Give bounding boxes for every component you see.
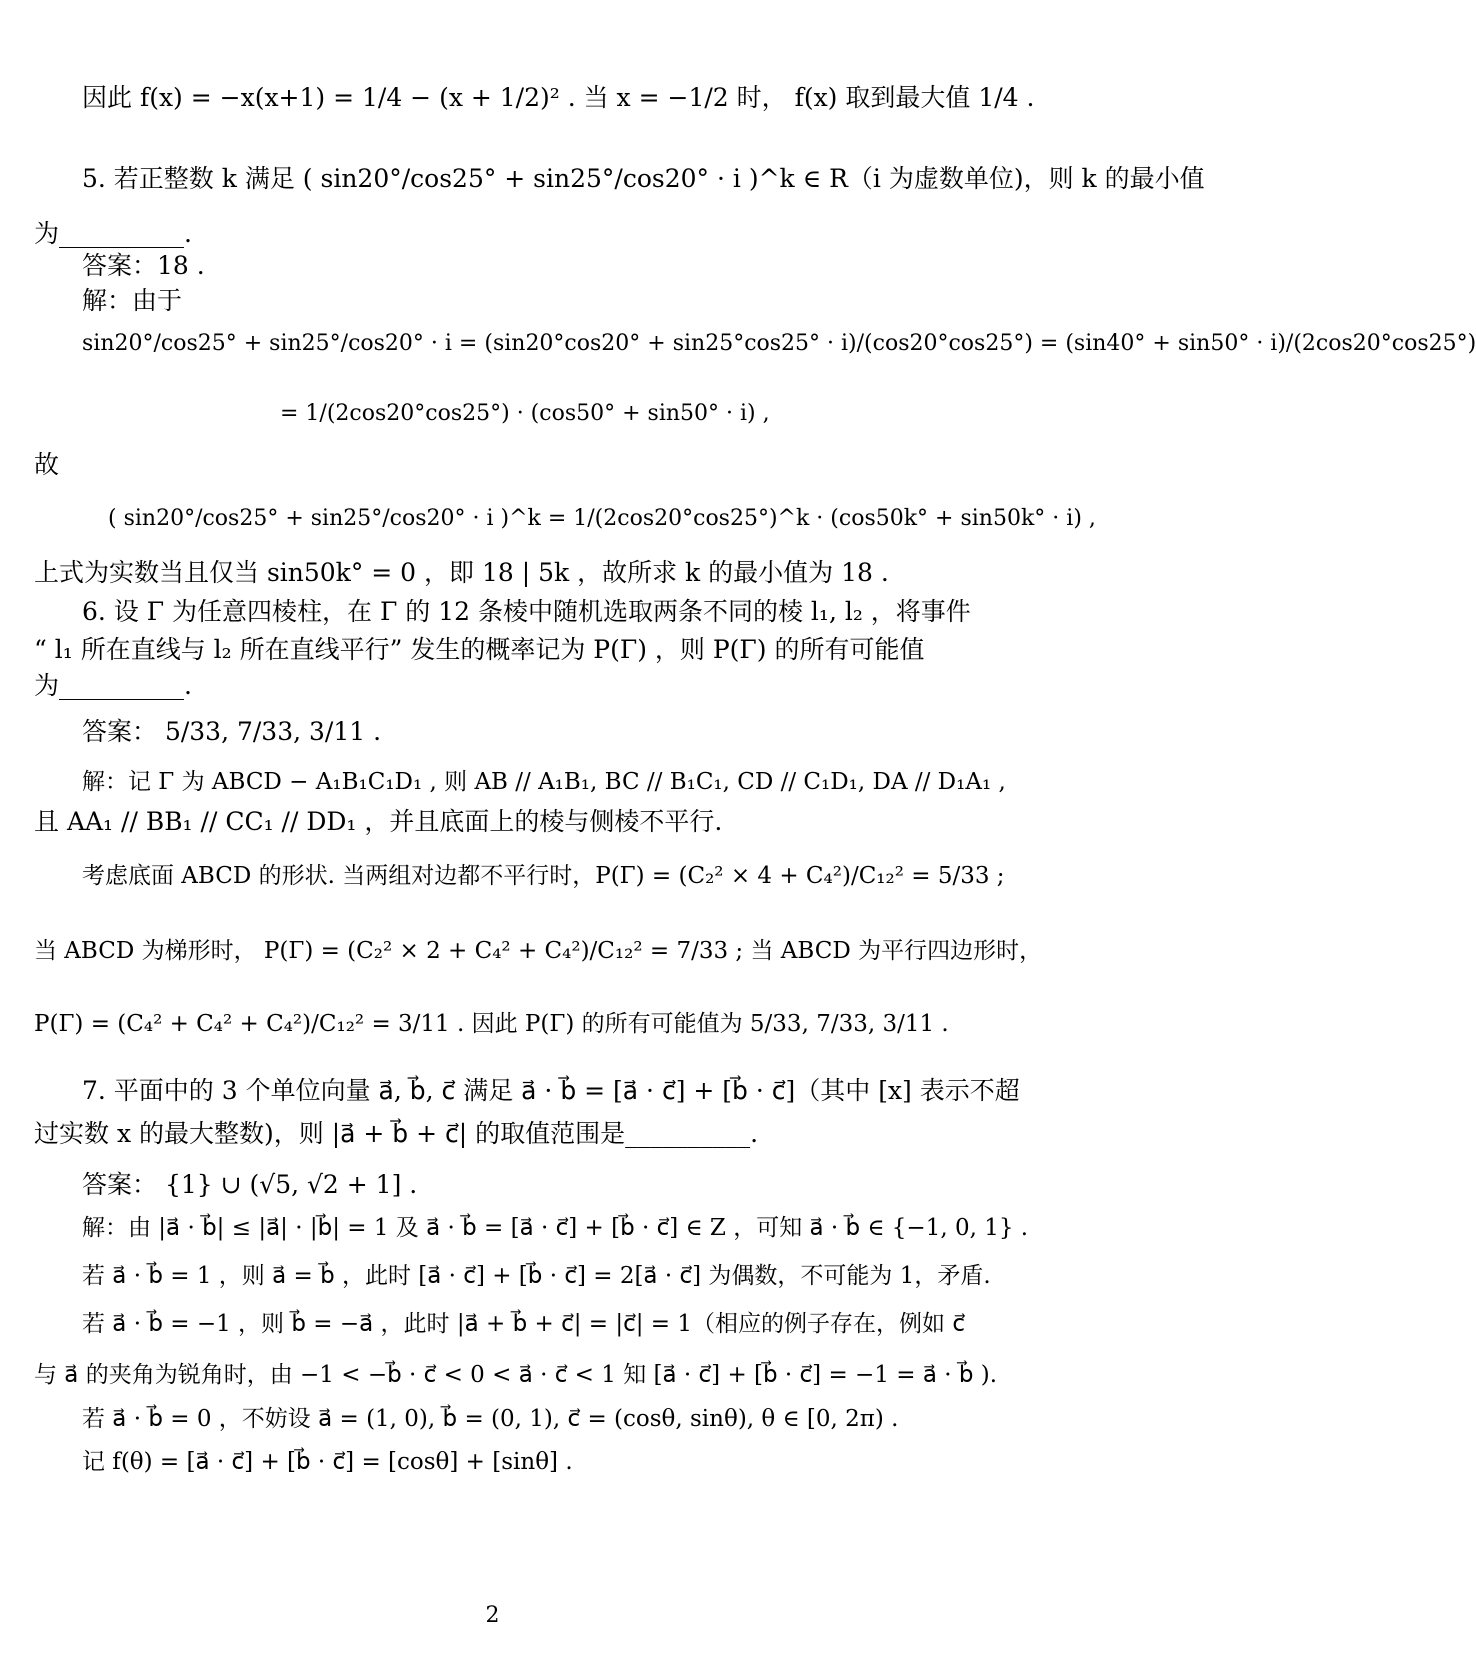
problem-6-answer: 答案： 5/33, 7/33, 3/11 . [82, 717, 382, 746]
problem-5-statement: 5. 若正整数 k 满足 ( sin20°/cos25° + sin25°/cos20° · i )^k ∈ R（i 为虚数单位)，则 k 的最小值 [82, 164, 1205, 193]
problem-7-answer: 答案： {1} ∪ (√5, √2 + 1] . [82, 1170, 418, 1199]
problem-5-blank: 为__________. [34, 219, 192, 248]
problem-7-solution-5: 若 a⃗ · b⃗ = 0 ，不妨设 a⃗ = (1, 0), b⃗ = (0, 1), c⃗ = (cosθ, sinθ), θ ∈ [0, 2π) . [82, 1406, 899, 1432]
problem-5-solution-start: 解：由于 [82, 286, 183, 315]
problem-6-solution-2: 且 AA₁ // BB₁ // CC₁ // DD₁ ，并且底面上的棱与侧棱不平行. [34, 807, 723, 836]
problem-5-therefore: 故 [34, 450, 60, 479]
problem-5-eq-1: sin20°/cos25° + sin25°/cos20° · i = (sin20°cos20° + sin25°cos25° · i)/(cos20°cos25°) = (sin40° + sin50° · i)/(2cos20°cos25°) [82, 331, 1476, 356]
problem-7-solution-3: 若 a⃗ · b⃗ = −1 ，则 b⃗ = −a⃗ ，此时 |a⃗ + b⃗ + c⃗| = |c⃗| = 1（相应的例子存在，例如 c⃗ [82, 1311, 965, 1337]
problem-5-eq-3: ( sin20°/cos25° + sin25°/cos20° · i )^k = 1/(2cos20°cos25°)^k · (cos50k° + sin50k° · i) , [108, 506, 1096, 531]
problem-7-solution-2: 若 a⃗ · b⃗ = 1 ，则 a⃗ = b⃗ ，此时 [a⃗ · c⃗] + [b⃗ · c⃗] = 2[a⃗ · c⃗] 为偶数，不可能为 1，矛盾. [82, 1263, 991, 1289]
problem-5-eq-2: = 1/(2cos20°cos25°) · (cos50° + sin50° · i) , [280, 401, 770, 426]
problem-6-solution-3: 考虑底面 ABCD 的形状. 当两组对边都不平行时，P(Γ) = (C₂² × 4 + C₄²)/C₁₂² = 5/33 ; [82, 863, 1005, 889]
problem-7-solution-1: 解：由 |a⃗ · b⃗| ≤ |a⃗| · |b⃗| = 1 及 a⃗ · b⃗ = [a⃗ · c⃗] + [b⃗ · c⃗] ∈ Z ，可知 a⃗ · b⃗ ∈ {−1, 0, 1} . [82, 1215, 1029, 1241]
problem-6-blank: 为__________. [34, 671, 192, 700]
problem-7-solution-6: 记 f(θ) = [a⃗ · c⃗] + [b⃗ · c⃗] = [cosθ] + [sinθ] . [82, 1449, 573, 1475]
problem-6-solution-4: 当 ABCD 为梯形时， P(Γ) = (C₂² × 2 + C₄² + C₄²)/C₁₂² = 7/33 ; 当 ABCD 为平行四边形时， [34, 938, 1043, 964]
problem-6-solution-1: 解：记 Γ 为 ABCD − A₁B₁C₁D₁ , 则 AB // A₁B₁, BC // B₁C₁, CD // C₁D₁, DA // D₁A₁ , [82, 769, 1006, 795]
problem-7-solution-4: 与 a⃗ 的夹角为锐角时，由 −1 < −b⃗ · c⃗ < 0 < a⃗ · c⃗ < 1 知 [a⃗ · c⃗] + [b⃗ · c⃗] = −1 = a⃗ · b⃗ ). [34, 1362, 998, 1388]
problem-6-statement-1: 6. 设 Γ 为任意四棱柱，在 Γ 的 12 条棱中随机选取两条不同的棱 l₁, l₂ ，将事件 [82, 597, 971, 626]
problem-6-solution-5: P(Γ) = (C₄² + C₄² + C₄²)/C₁₂² = 3/11 . 因此 P(Γ) 的所有可能值为 5/33, 7/33, 3/11 . [34, 1011, 949, 1037]
problem-5-conclusion: 上式为实数当且仅当 sin50k° = 0 ，即 18 | 5k ，故所求 k 的最小值为 18 . [34, 558, 889, 587]
problem-7-statement-2: 过实数 x 的最大整数)，则 |a⃗ + b⃗ + c⃗| 的取值范围是__________. [34, 1119, 759, 1148]
problem-5-answer: 答案：18 . [82, 251, 205, 280]
page-number: 2 [485, 1603, 500, 1628]
problem-7-statement-1: 7. 平面中的 3 个单位向量 a⃗, b⃗, c⃗ 满足 a⃗ · b⃗ = [a⃗ · c⃗] + [b⃗ · c⃗]（其中 [x] 表示不超 [82, 1076, 1020, 1105]
text-line-1: 因此 f(x) = −x(x+1) = 1/4 − (x + 1/2)² . 当 x = −1/2 时， f(x) 取到最大值 1/4 . [82, 83, 1035, 112]
problem-6-statement-2: “ l₁ 所在直线与 l₂ 所在直线平行” 发生的概率记为 P(Γ) ，则 P(Γ) 的所有可能值 [34, 635, 925, 664]
